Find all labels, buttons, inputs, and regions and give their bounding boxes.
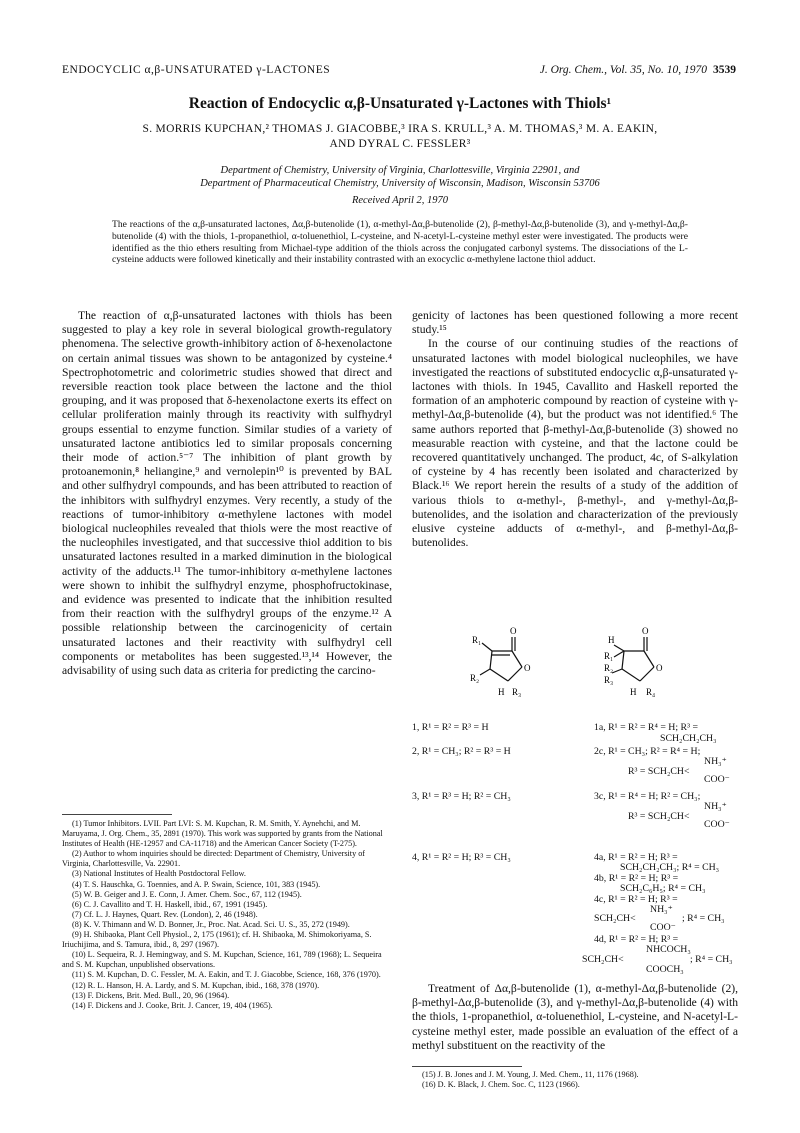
footnote: (9) H. Shibaoka, Plant Cell Physiol., 2, 175 (1961); cf. H. Shibaoka, M. Shimokoriyama, S. Iriuchijima, and S. Tamura, ibid., 8, 297 (1967). (62, 930, 372, 950)
compound-4a-r3: SCH₂CH₂CH₃; R⁴ = CH₃ (620, 862, 720, 873)
treatment-paragraph: Treatment of Δα,β-butenolide (1), α-methyl-Δα,β-butenolide (2), β-methyl-Δα,β-butenolide (3), and γ-methyl-Δα,β-butenolide (4) with the thiols, 1-propanethiol, α-toluenethiol, L-cysteine, and N-acetyl-L-cysteine methyl ester, made possible an evaluation of the effect of a methyl substituent on the reactivity of the (412, 982, 738, 1052)
author-list (100, 122, 700, 152)
compound-2c-coo: COO⁻ (704, 774, 730, 785)
journal-name: J. Org. Chem., Vol. 35, No. 10, 1970 (539, 64, 707, 76)
right-r2-label: R₂ (604, 663, 614, 673)
right-r4-label: R₄ (646, 687, 656, 697)
running-title: ENDOCYCLIC α,β-UNSATURATED γ-LACTONES (62, 64, 331, 76)
right-carbonyl-o-label: O (642, 626, 649, 636)
compound-4c-r3: SCH₂CH< (594, 913, 636, 924)
article-title: Reaction of Endocyclic α,β-Unsaturated γ-Lactones with Thiols¹ (188, 95, 612, 112)
footnote: (8) K. V. Thimann and W. D. Bonner, Jr., Proc. Nat. Acad. Sci. U. S., 35, 272 (1949). (72, 919, 350, 929)
footnote: (2) Author to whom inquiries should be directed: Department of Chemistry, University of Virginia, Charlottesville, Va. 22901. (62, 849, 366, 869)
footnote: (12) R. L. Hanson, H. A. Lardy, and S. M. Kupchan, ibid., 168, 378 (1970). (72, 980, 320, 990)
left-r3-label: R₃ (512, 687, 522, 697)
footnote: (3) National Institutes of Health Postdoctoral Fellow. (72, 869, 246, 879)
affiliation-2: Department of Pharmaceutical Chemistry, University of Wisconsin, Madison, Wisconsin 53706 (200, 178, 600, 189)
right-ring-o-label: O (656, 663, 663, 673)
affiliations (90, 164, 710, 190)
abstract: The reactions of the α,β-unsaturated lactones, Δα,β-butenolide (1), α-methyl-Δα,β-butenolide (2), β-methyl-Δα,β-butenolide (3), and γ-methyl-Δα,β-butenolide (4) with the thiols, 1-propanethiol, α-toluenethiol, L-cysteine, and N-acetyl-L-cysteine methyl ester were investigated. The products were identified as the thio ethers resulting from Michael-type addition of the thiols across the conjugated carbonyl systems. The dissociations of the L-cysteine adducts were followed kinetically and their instability contrasted with an exocyclic α-methylene lactone thiol adduct. (112, 219, 688, 266)
compound-2c-nh3: NH₃⁺ (704, 756, 727, 767)
footnote-rule-left (62, 814, 172, 815)
compound-4: 4, R¹ = R² = H; R³ = CH₃ (412, 852, 511, 863)
authors-line-2: AND DYRAL C. FESSLER³ (329, 138, 471, 150)
compound-4c: 4c, R¹ = R² = H; R³ = (594, 894, 678, 905)
compound-4d-nhcoch3: NHCOCH₃ (646, 944, 691, 955)
compound-3c-coo: COO⁻ (704, 819, 730, 830)
right-r1-label: R₁ (604, 651, 614, 661)
footnote: (10) L. Sequeira, R. J. Hemingway, and S. M. Kupchan, Science, 161, 789 (1968); L. Sequeira and S. M. Kupchan, unpublished observations. (62, 950, 382, 970)
footnote: (1) Tumor Inhibitors. LVII. Part LVI: S. M. Kupchan, R. M. Smith, Y. Aynehchi, and M. Maruyama, J. Org. Chem., 35, 2891 (1970). This work was supported by grants from the National Institutes of Health (HE-12957 and CA-11718) and the American Cancer Society (T-275). (62, 819, 383, 849)
right-h-label: H (608, 635, 615, 645)
butenolide-structure-left (470, 625, 550, 705)
footnote: (16) D. K. Black, J. Chem. Soc. C, 1123 (1966). (422, 1080, 580, 1090)
compound-1a: 1a, R¹ = R² = R⁴ = H; R³ = (594, 722, 699, 733)
footnote: (13) F. Dickens, Brit. Med. Bull., 20, 96 (1964). (72, 990, 230, 1000)
compound-2c: 2c, R¹ = CH₃; R² = R⁴ = H; (594, 746, 701, 757)
compound-4d-cooch3: COOCH₃ (646, 964, 684, 975)
compound-3c-nh3: NH₃⁺ (704, 801, 727, 812)
treatment-paragraph-block (412, 982, 738, 1053)
compound-1: 1, R¹ = R² = R³ = H (412, 722, 489, 733)
left-r1-label: R₁ (472, 635, 482, 645)
body-column-right (412, 309, 738, 550)
footnotes-left (62, 819, 392, 1011)
body-column-left (62, 309, 392, 678)
footnote: (7) Cf. L. J. Haynes, Quart. Rev. (London), 2, 46 (1948). (72, 909, 258, 919)
received-date: Received April 2, 1970 (351, 195, 449, 206)
footnote: (6) C. J. Cavallito and T. H. Haskell, ibid., 67, 1991 (1945). (72, 899, 268, 909)
compound-4d: 4d, R¹ = R² = H; R³ = (594, 934, 679, 945)
left-carbonyl-o-label: O (510, 626, 517, 636)
compound-2c-r3: R³ = SCH₂CH< (628, 766, 690, 777)
footnote: (15) J. B. Jones and J. M. Young, J. Med. Chem., 11, 1176 (1968). (422, 1070, 639, 1079)
authors-line-1: S. MORRIS KUPCHAN,² THOMAS J. GIACOBBE,³ IRA S. KRULL,³ A. M. THOMAS,³ M. A. EAKIN, (142, 123, 658, 135)
compound-4b-r3: SCH₂C₆H₅; R⁴ = CH₃ (620, 883, 706, 894)
compound-3c: 3c, R¹ = R⁴ = H; R² = CH₃; (594, 791, 701, 802)
compound-4d-r3: SCH₂CH< (582, 954, 624, 965)
compound-4c-coo: COO⁻ (650, 922, 676, 933)
compound-2: 2, R¹ = CH₃; R² = R³ = H (412, 746, 511, 757)
compound-4c-nh3: NH₃⁺ (650, 904, 673, 915)
left-ring-o-label: O (524, 663, 531, 673)
right-ring-h-label: H (630, 687, 637, 697)
intro-paragraph: The reaction of α,β-unsaturated lactones with thiols has been suggested to play a key role in several biological growth-regulatory phenomena. The selective growth-inhibitory action of δ-hexenolactone on certain animal tissues was shown to be antagonized by cysteine.⁴ Spectrophotometric and colorimetric studies showed that direct and reversible reaction took place between the lactone and the thiol grouping, and it was proposed that δ-hexenolactone exerts its effect on cellular proliferation mainly through its reactivity with sulfhydryl groups essential to enzyme function. Similar studies of a variety of unsaturated lactone antibiotics led to similar proposals concerning their mode of action.⁵⁻⁷ The inhibition of plant growth by protoanemonin,⁸ heliangine,⁹ and vernolepin¹⁰ is prevented by BAL and other sulfhydryl compounds, and has been attributed to reaction of the inhibitors with sulfhydryl enzymes. Very recently, a study of the reactions of tumor-inhibitory α-methylene lactones with model biological nucleophiles revealed that thiols were the most reactive of the nucleophiles investigated, and that successive thiol addition to bis unsaturated lactones resulted in a marked diminution in the biological activity of the adducts.¹¹ The tumor-inhibitory α-methylene lactones were shown to inhibit the sulfhydryl enzyme, phosphofructokinase, and evidence was presented to indicate that the inhibition resulted from their reaction with the sulfhydryl groups of the enzyme.¹² A possible relationship between the carcinogenicity of certain unsaturated lactones and their reactivity with sulfhydryl cell components or metabolites has been suggested.¹³,¹⁴ However, the advisability of using such data as criteria for predicting the carcino- (62, 309, 392, 678)
footnote: (4) T. S. Hauschka, G. Toennies, and A. P. Swain, Science, 101, 383 (1945). (72, 879, 321, 889)
compound-4b: 4b, R¹ = R² = H; R³ = (594, 873, 679, 884)
study-paragraph: In the course of our continuing studies of the reactions of unsaturated lactones with model biological nucleophiles, we have investigated the reactions of substituted endocyclic α,β-unsaturated γ-lactones with thiols. In 1945, Cavallito and Haskell reported the formation of an amphoteric compound by reaction of cysteine with γ-methyl-Δα,β-butenolide (4), but the product was not identified.⁶ The same authors reported that β-methyl-Δα,β-butenolide (3) showed no measurable reaction with cysteine, and that the lactone could be recovered quantitatively unchanged. The product, 4c, of S-alkylation of cysteine by 4 has recently been isolated and characterized by Black.¹⁶ We report herein the results of a study of the addition of various thiols to α-methyl-, β-methyl-, and γ-methyl-Δα,β-butenolides, and the isolation and characterization of the previously elusive cysteine adducts of α-methyl-, and β-methyl-Δα,β-butenolides. (412, 337, 738, 550)
journal-citation (540, 64, 736, 76)
compound-1a-r3: SCH₂CH₂CH₃ (660, 733, 717, 744)
compound-4a: 4a, R¹ = R² = H; R³ = (594, 852, 678, 863)
left-r2-label: R₂ (470, 673, 480, 683)
footnote: (14) F. Dickens and J. Cooke, Brit. J. Cancer, 19, 404 (1965). (72, 1000, 273, 1010)
continued-paragraph: genicity of lactones has been questioned following a more recent study.¹⁵ (412, 309, 738, 337)
footnote-rule-right (412, 1066, 522, 1067)
right-r3-label: R₃ (604, 675, 614, 685)
butanolide-structure-right (600, 625, 690, 705)
footnote: (5) W. B. Geiger and J. E. Conn, J. Amer. Chem. Soc., 67, 112 (1945). (72, 889, 302, 899)
left-h-label: H (498, 687, 505, 697)
footnotes-right (412, 1070, 738, 1090)
footnote: (11) S. M. Kupchan, D. C. Fessler, M. A. Eakin, and T. J. Giacobbe, Science, 168, 376 (1970). (72, 970, 381, 980)
affiliation-1: Department of Chemistry, University of Virginia, Charlottesville, Virginia 22901, and (220, 165, 580, 176)
compound-3: 3, R¹ = R³ = H; R² = CH₃ (412, 791, 511, 802)
compound-4c-r4: ; R⁴ = CH₃ (682, 913, 725, 924)
compound-4d-r4: ; R⁴ = CH₃ (690, 954, 733, 965)
page-number: 3539 (713, 64, 736, 76)
compound-3c-r3: R³ = SCH₂CH< (628, 811, 690, 822)
